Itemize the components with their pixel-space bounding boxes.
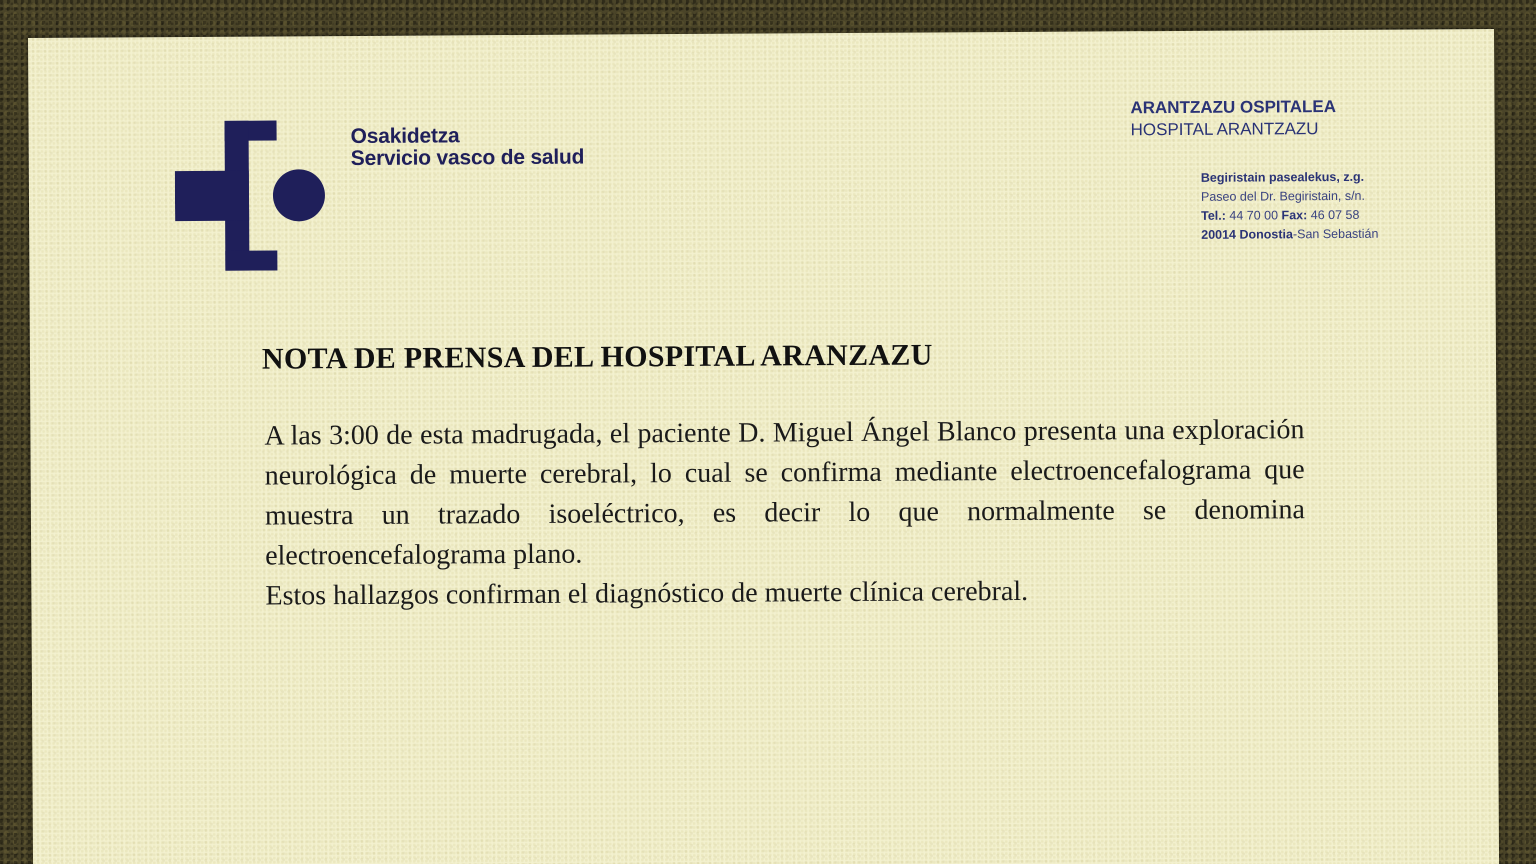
press-release-sheet xyxy=(28,29,1499,864)
organization-name xyxy=(351,125,585,170)
fax-number: 46 07 58 xyxy=(1310,207,1360,223)
osakidetza-logo-icon xyxy=(175,120,328,271)
street-basque: Begiristain pasealekus, z.g. xyxy=(1200,169,1365,185)
hospital-name-spanish: HOSPITAL ARANTZAZU xyxy=(1130,119,1319,140)
document-title: NOTA DE PRENSA DEL HOSPITAL ARANZAZU xyxy=(261,338,933,376)
street-spanish: Paseo del Dr. Begiristain, s/n. xyxy=(1200,188,1366,204)
body-paragraph-1: A las 3:00 de esta madrugada, el paciente D. Miguel Ángel Blanco presenta una exploración neurológica de muerte cerebral, lo cual se confirma mediante electroencefalograma que muestra un trazado isoeléctrico, es decir lo que normalmente se denomina electroencefalograma plano. xyxy=(264,414,1305,572)
postcode-city: 20014 Donostia xyxy=(1201,227,1293,242)
phone-fax-line xyxy=(1201,206,1378,226)
postcode-line xyxy=(1201,225,1378,245)
organization-name-line2: Servicio vasco de salud xyxy=(350,145,585,171)
fax-label: Fax: xyxy=(1281,208,1308,223)
hospital-name xyxy=(1130,96,1336,141)
organization-name-line1: Osakidetza xyxy=(350,124,460,149)
document-body xyxy=(264,410,1305,616)
city-spanish: -San Sebastián xyxy=(1292,226,1379,242)
body-paragraph-2: Estos hallazgos confirman el diagnóstico de muerte clínica cerebral. xyxy=(265,575,1029,612)
tel-label: Tel.: xyxy=(1201,208,1226,223)
hospital-name-basque: ARANTZAZU OSPITALEA xyxy=(1130,97,1337,118)
hospital-address xyxy=(1201,168,1379,245)
tel-number: 44 70 00 xyxy=(1229,208,1279,223)
